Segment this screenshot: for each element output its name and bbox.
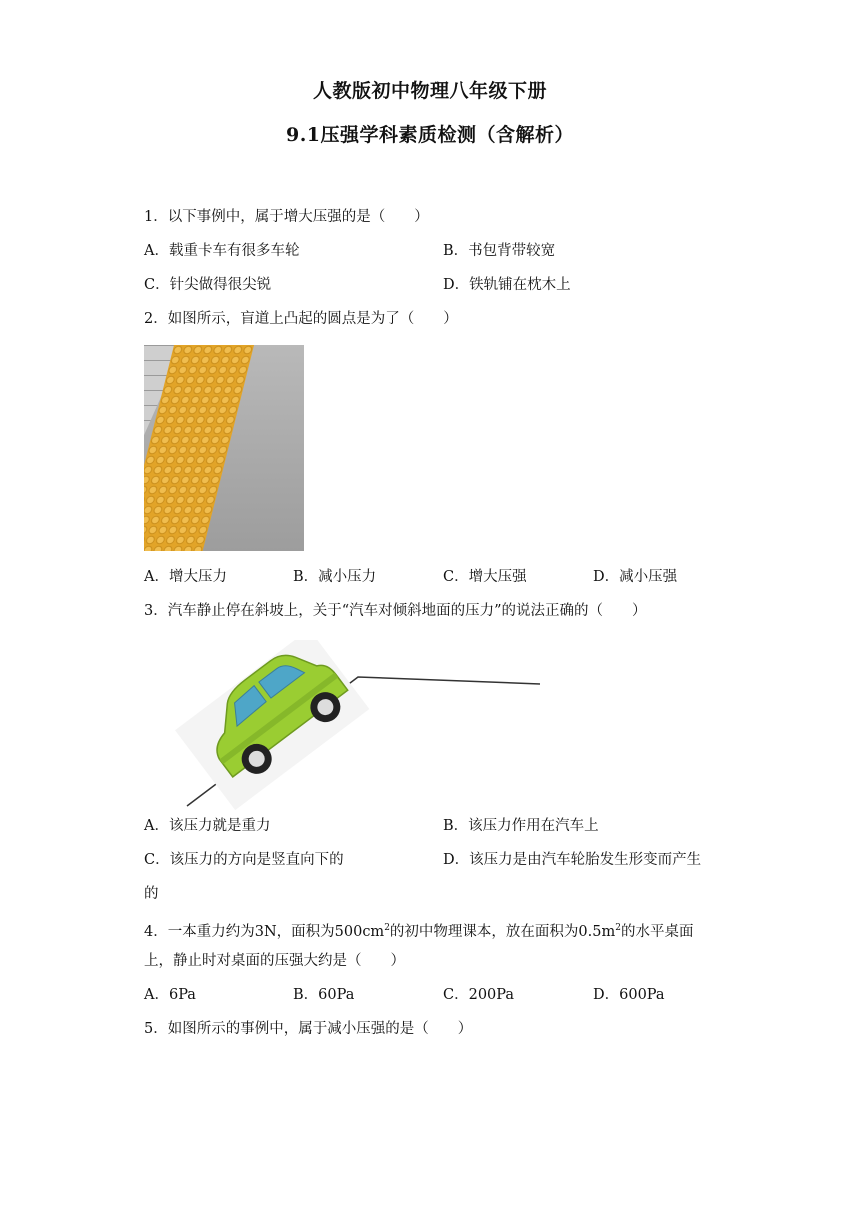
q2-option-b: B．减小压力	[293, 569, 377, 585]
q2-option-c: C．增大压强	[443, 569, 527, 585]
q1-option-d: D．铁轨铺在枕木上	[443, 277, 571, 293]
q3-option-c: C．该压力的方向是竖直向下的	[144, 852, 344, 868]
q3-option-a: A．该压力就是重力	[144, 818, 271, 834]
question-4-stem	[144, 918, 693, 942]
q4-option-b: B．60Pa	[293, 987, 355, 1003]
q4-option-d: D．600Pa	[593, 987, 665, 1003]
q4-option-c: C．200Pa	[443, 987, 515, 1003]
q1-option-a: A．载重卡车有很多车轮	[144, 243, 300, 259]
q3-option-d: D．该压力是由汽车轮胎发生形变而产生	[443, 852, 702, 868]
car-on-slope-figure	[175, 640, 555, 815]
q2-option-d: D．减小压强	[593, 569, 678, 585]
q4-stem-part1: 4．一本重力约为3N，面积为500cm	[144, 923, 385, 940]
q4-option-a: A．6Pa	[144, 987, 196, 1003]
question-2-stem: 2．如图所示，盲道上凸起的圆点是为了（ ）	[144, 311, 458, 327]
q3-option-b: B．该压力作用在汽车上	[443, 818, 599, 834]
q4-stem-part2: 的初中物理课本，放在面积为0.5m	[389, 923, 616, 940]
q4-stem-part3: 的水平桌面	[620, 923, 694, 940]
document-subtitle: 9.1压强学科素质检测（含解析）	[285, 124, 575, 146]
q2-option-a: A．增大压力	[144, 569, 227, 585]
question-1-stem: 1．以下事例中，属于增大压强的是（ ）	[144, 209, 429, 225]
question-5-stem: 5．如图所示的事例中，属于减小压强的是（ ）	[144, 1021, 473, 1037]
question-4-stem-line2: 上，静止时对桌面的压强大约是（ ）	[144, 953, 405, 969]
q1-option-b: B．书包背带较宽	[443, 243, 556, 259]
car-image	[175, 640, 369, 810]
q3-option-d-continuation: 的	[144, 886, 159, 902]
q1-option-c: C．针尖做得很尖锐	[144, 277, 272, 293]
q4-superscript-1: 2	[384, 923, 390, 933]
tactile-paving-photo	[144, 345, 304, 551]
q4-superscript-2: 2	[615, 923, 621, 933]
question-3-stem: 3．汽车静止停在斜坡上，关于“汽车对倾斜地面的压力”的说法正确的（ ）	[144, 603, 647, 619]
document-title: 人教版初中物理八年级下册	[312, 80, 547, 102]
